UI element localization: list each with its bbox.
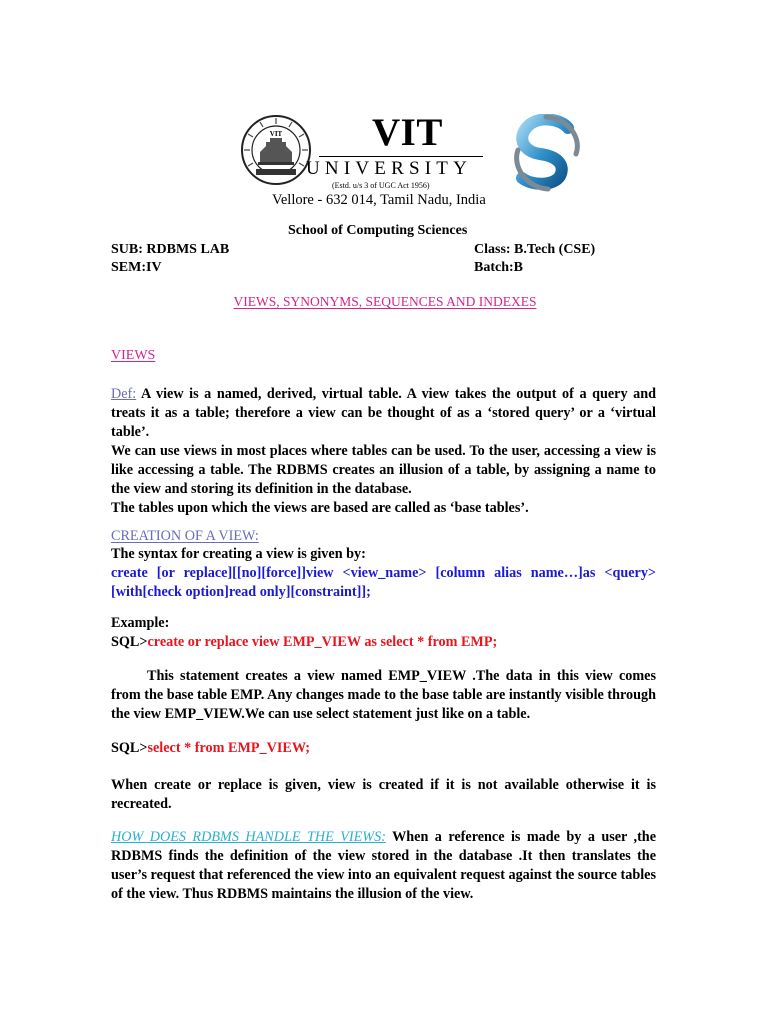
- syntax-section: [111, 545, 656, 602]
- class: Class: B.Tech (CSE): [474, 242, 596, 257]
- select-sql: select * from EMP_VIEW;: [147, 740, 310, 756]
- example-section: [111, 614, 656, 652]
- creation-heading: CREATION OF A VIEW:: [111, 528, 259, 544]
- handle-views-paragraph: [111, 828, 656, 904]
- def-text: A view is a named, derived, virtual table. A view takes the output of a query and treats it as a table; therefore a view can be thought of as a ‘stored query’ or a ‘virtual table’.: [111, 386, 656, 440]
- select-sql-line: [111, 739, 656, 758]
- example-sql: create or replace view EMP_VIEW as select * from EMP;: [147, 634, 498, 650]
- definition-paragraph: [111, 385, 656, 442]
- handle-text: When a reference is made by a user ,the RDBMS finds the definition of the view stored in the database .It then translates the user’s request that referenced the view into an equivalent request against the source tables of the view. Thus RDBMS maintains the illusion of the view.: [111, 829, 656, 902]
- statement-text: This statement creates a view named EMP_VIEW .The data in this view comes from the base table EMP. Any changes made to the base table are instantly visible through the view EMP_VIEW.We can use select statement just like on a table.: [111, 668, 656, 722]
- syntax-intro: The syntax for creating a view is given by:: [111, 546, 366, 562]
- university-word: UNIVERSITY: [306, 158, 472, 179]
- s-logo-icon: [510, 114, 584, 192]
- svg-text:VIT: VIT: [269, 130, 283, 138]
- example-label: Example:: [111, 615, 170, 631]
- batch: Batch:B: [474, 260, 523, 275]
- sql-prompt: SQL>: [111, 740, 148, 756]
- views-heading: VIEWS: [111, 348, 156, 363]
- syntax-code: create [or replace][[no][force]]view <view_name> [column alias name…]as <query>[with[check option]read only][constraint]];: [111, 565, 656, 600]
- base-tables-paragraph: The tables upon which the views are based are called as ‘base tables’.: [111, 500, 529, 516]
- def-label: Def:: [111, 386, 137, 402]
- semester: SEM:IV: [111, 260, 162, 275]
- sql-prompt: SQL>: [111, 634, 148, 650]
- definition-section: [111, 385, 656, 518]
- views-usage-paragraph: We can use views in most places where tables can be used. To the user, accessing a view is like accessing a table. The RDBMS creates an illusion of a table, by assigning a name to the view and storing its definition in the database.: [111, 443, 656, 497]
- university-name: VIT: [372, 111, 443, 154]
- create-replace-paragraph: When create or replace is given, view is created if it is not available otherwise it is recreated.: [111, 777, 656, 812]
- example-sql-line: [111, 633, 656, 652]
- document-title: VIEWS, SYNONYMS, SEQUENCES AND INDEXES: [233, 294, 537, 309]
- subject: SUB: RDBMS LAB: [111, 242, 230, 257]
- school-name: School of Computing Sciences: [288, 223, 468, 238]
- vit-seal-icon: [240, 114, 312, 186]
- title-rule: [319, 156, 483, 157]
- address: Vellore - 632 014, Tamil Nadu, India: [272, 192, 486, 208]
- statement-paragraph: [111, 667, 656, 724]
- handle-heading: HOW DOES RDBMS HANDLE THE VIEWS:: [111, 829, 386, 845]
- estd-line: (Estd. u/s 3 of UGC Act 1956): [332, 181, 430, 190]
